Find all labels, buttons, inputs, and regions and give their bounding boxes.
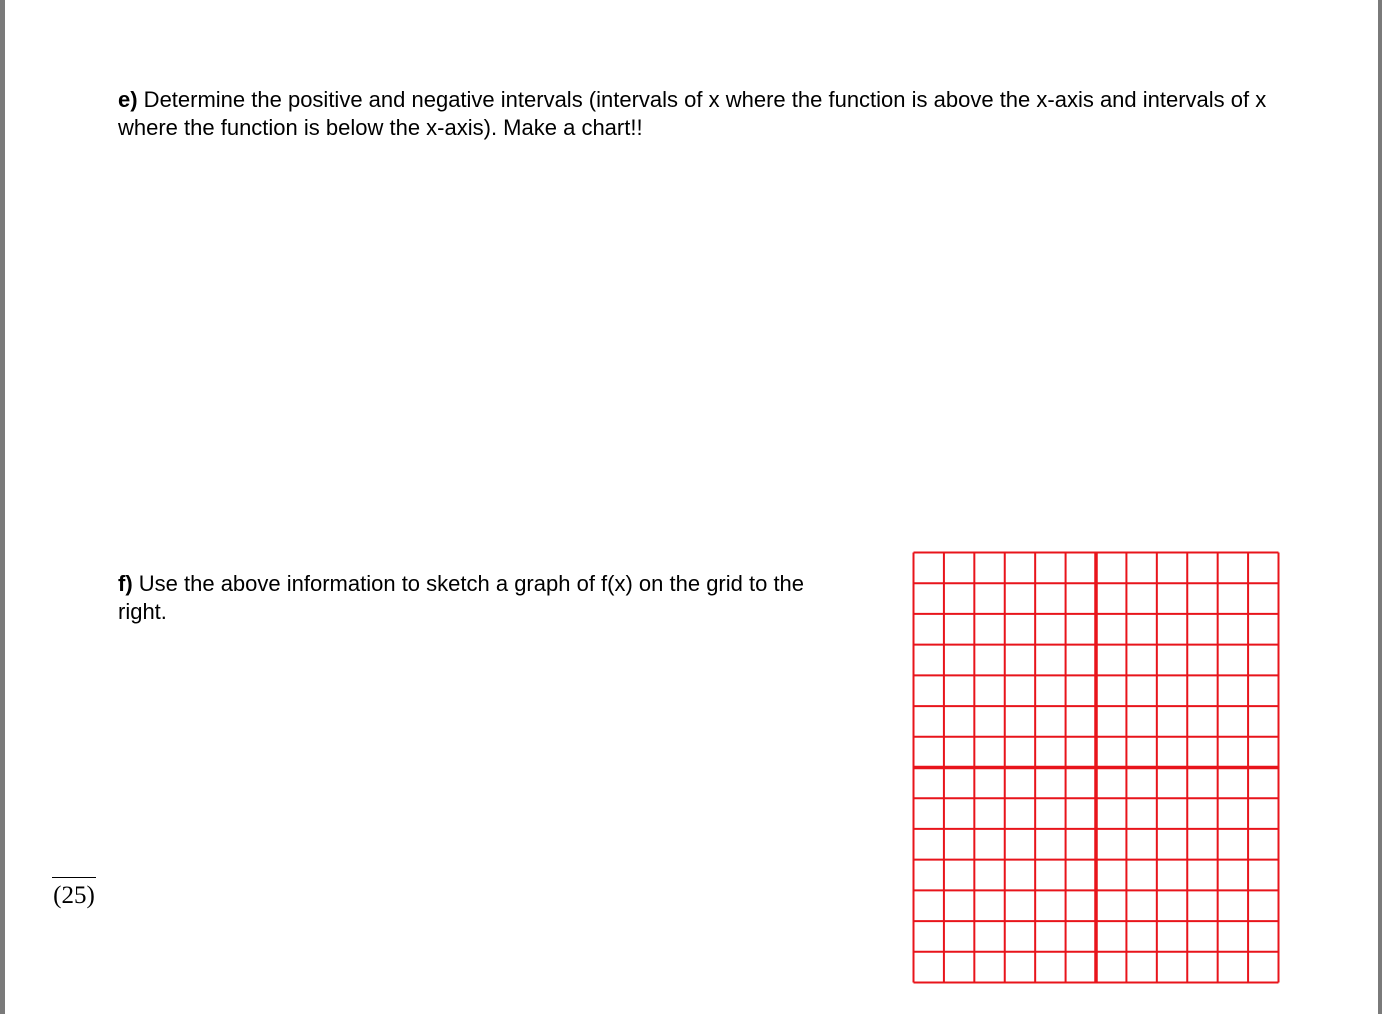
page-border-left [0,0,5,1014]
question-f [118,570,838,626]
graph-grid[interactable] [912,551,1280,984]
question-f-label: f) [118,571,133,596]
score-total: (25) [53,882,95,909]
question-e-text: Determine the positive and negative intervals (intervals of x where the function is above the x-axis and intervals of x where the function is below the x-axis). Make a chart!! [118,87,1267,140]
page-border-right [1378,0,1382,1014]
question-e [118,86,1288,142]
question-e-label: e) [118,87,138,112]
question-f-text: Use the above information to sketch a graph of f(x) on the grid to the right. [118,571,805,624]
